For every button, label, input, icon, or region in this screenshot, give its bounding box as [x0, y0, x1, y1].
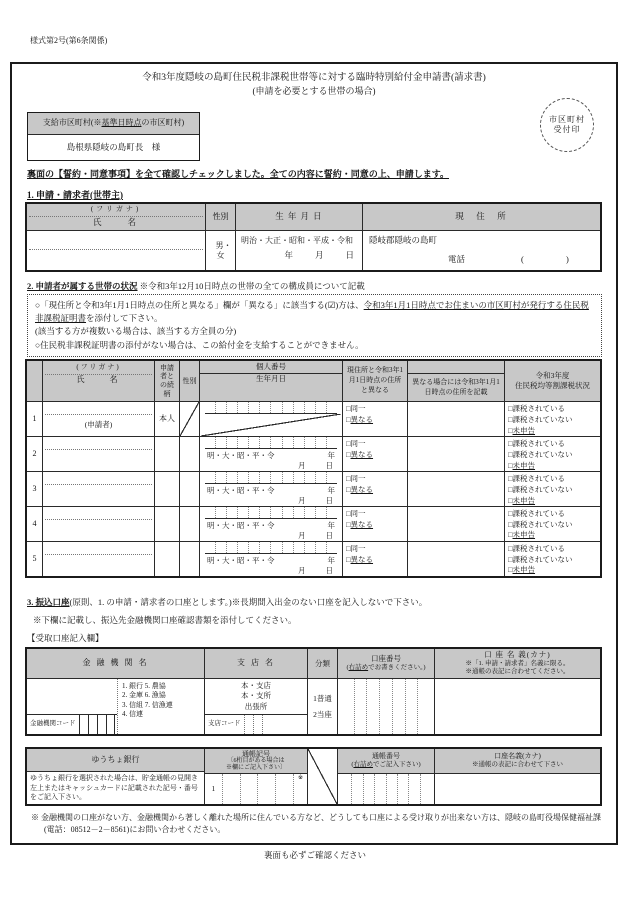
institution-body [27, 679, 204, 734]
section3-heading-line [27, 597, 427, 608]
option-same[interactable]: □同一 [346, 439, 366, 449]
account-number-digits[interactable] [342, 679, 430, 734]
month-day-line[interactable]: 月 日 [298, 565, 333, 575]
member-name-field[interactable] [42, 437, 154, 471]
section1-heading: 1. 申請・請求者(世帯主) [27, 190, 123, 200]
passbook-number-header: 通帳番号 (右詰めでご記入下さい) [338, 749, 434, 774]
relation-header: 申請者との続柄 [154, 361, 179, 401]
name-header-cell [27, 204, 205, 230]
option-noreport[interactable]: □未申告 [508, 425, 536, 435]
name-header: 氏 名 [92, 217, 139, 228]
option-different[interactable]: □異なる [346, 449, 374, 459]
branch-column [204, 649, 307, 734]
option-taxed[interactable]: □課税されている [508, 509, 566, 519]
applicant-table-header [27, 204, 600, 230]
passbook-number-column [337, 749, 434, 804]
institution-left [27, 679, 117, 734]
institution-header: 金 融 機 関 名 [27, 649, 204, 679]
member-name-field[interactable] [42, 472, 154, 506]
address-prefill: 隠岐郡隠岐の島町 [369, 235, 438, 245]
option-same[interactable]: □同一 [346, 509, 366, 519]
option-different[interactable]: □異なる [346, 484, 374, 494]
form-title: 令和3年度隠岐の島町住民税非課税世帯等に対する臨時特別給付金申請書(請求書) [142, 73, 486, 83]
branch-code-boxes[interactable] [244, 715, 271, 734]
member-sex-field[interactable] [179, 542, 199, 576]
month-day-line[interactable]: 月 日 [298, 461, 333, 471]
member-name-header: 氏 名 [76, 375, 121, 384]
option-taxed[interactable]: □課税されている [508, 404, 566, 414]
addr-change-field[interactable] [342, 437, 407, 471]
mynumber-digit-strip[interactable] [205, 437, 337, 449]
section2-heading-line [27, 281, 365, 292]
notice-line-3: ○住民税非課税証明書の添付がない場合は、この給付金を支給することができません。 [35, 339, 364, 350]
member-number: 2 [32, 449, 37, 459]
tel-paren-close: ) [566, 253, 569, 264]
account-box-label: 【受取口座記入欄】 [27, 633, 104, 643]
symbol-number-divider [307, 749, 337, 804]
section2-heading: 2. 申請者が属する世帯の状況 [27, 281, 138, 291]
form-code: 様式第2号(第6条関係) [30, 36, 108, 45]
account-holder-field[interactable] [435, 679, 600, 734]
tel-label: 電話 [448, 253, 466, 264]
option-noreport[interactable]: □未申告 [508, 530, 536, 540]
branch-header: 支 店 名 [205, 649, 307, 679]
branch-code-label: 支店コード [208, 720, 241, 728]
applicant-table [25, 202, 602, 272]
option-untaxed[interactable]: □課税されていない [508, 484, 573, 494]
option-same[interactable]: □同一 [346, 404, 366, 414]
addr-change-field[interactable] [342, 402, 407, 436]
passbook-symbol-column [204, 749, 307, 804]
applicant-address-field[interactable] [362, 231, 600, 270]
section3-note: ※下欄に記載し、振込先金融機関口座確認書類を添付してください。 [33, 615, 297, 625]
mynumber-digit-strip[interactable] [205, 507, 337, 519]
institution-name-field[interactable] [27, 679, 117, 714]
option-untaxed[interactable]: □課税されていない [508, 519, 573, 529]
option-same[interactable]: □同一 [346, 544, 366, 554]
account-type-header: 分類 [308, 649, 337, 679]
branch-name-field[interactable]: 本・支店 本・支所 出張所 [241, 681, 271, 711]
passbook-symbol-header: 通帳記号 〔6桁目がある場合は ※欄にご記入下さい〕 [205, 749, 307, 774]
addr-change-header: 現住所と令和3年1月1日時点の住所と異なる [342, 361, 407, 401]
account-holder-column [434, 649, 600, 734]
member-row-4 [27, 506, 600, 541]
member-relation-field[interactable] [154, 472, 179, 506]
yucho-instruction: ゆうちょ銀行を選択された場合は、貯金通帳の見開き左上またはキャッシュカードに記載された記号・番号をご記入下さい。 [30, 774, 198, 801]
yucho-table [25, 747, 602, 806]
section3-heading-note: (原則、1. の申請・請求者の口座とします。)※長期間入出金のない口座を記入しないで下さい。 [69, 597, 428, 607]
applicant-furigana-line[interactable] [29, 231, 203, 250]
member-sex-field[interactable] [179, 472, 199, 506]
addr-if-diff-header-cell [407, 361, 504, 401]
yucho-holder-field[interactable] [435, 774, 600, 804]
branch-body [205, 679, 307, 734]
address-header: 現 住 所 [362, 204, 600, 230]
tax-status-field[interactable] [504, 542, 600, 576]
passbook-number-digits[interactable] [341, 774, 431, 804]
addr-change-field[interactable] [342, 542, 407, 576]
mynumber-birth-header-cell [199, 361, 342, 401]
member-furigana-line[interactable] [45, 472, 152, 485]
option-untaxed[interactable]: □課税されていない [508, 414, 573, 424]
addr-if-diff-field[interactable] [407, 507, 504, 541]
member-row-2 [27, 436, 600, 471]
institution-code-row [27, 714, 117, 734]
recipient-header-text: 支給市区町村(※基準日時点の市区町村) [42, 118, 185, 128]
attachment-notice-box [27, 294, 602, 357]
tax-status-header: 令和3年度 住民税均等割課税状況 [504, 361, 600, 401]
section2-heading-note: ※令和3年12月10日時点の世帯の全ての構成員について記載 [139, 281, 365, 291]
mynumber-digit-strip[interactable] [205, 542, 337, 554]
option-noreport[interactable]: □未申告 [508, 460, 536, 470]
page-footer: 裏面も必ずご確認ください [263, 850, 366, 860]
member-row-3 [27, 471, 600, 506]
birth-header: 生 年 月 日 [235, 204, 362, 230]
member-name-field[interactable] [42, 542, 154, 576]
sex-header: 性別 [205, 204, 235, 230]
addr-if-diff-field[interactable] [407, 402, 504, 436]
member-name-header-cell [42, 361, 154, 401]
member-number: 1 [32, 414, 37, 424]
month-day-line[interactable]: 月 日 [298, 495, 333, 505]
option-different[interactable]: □異なる [346, 414, 374, 424]
member-id-birth-field[interactable] [199, 472, 342, 506]
member-relation-field[interactable] [154, 542, 179, 576]
account-number-header: 口座番号 (右詰めでお書きください。) [338, 649, 434, 679]
mynumber-digit-strip[interactable] [205, 402, 337, 414]
member-number: 5 [32, 553, 37, 563]
symbol-extra-digit-mark: ※ [293, 774, 307, 804]
tax-status-field[interactable] [504, 402, 600, 436]
member-id-birth-field[interactable] [199, 437, 342, 471]
members-table-header [27, 361, 600, 401]
option-noreport[interactable]: □未申告 [508, 565, 536, 575]
yucho-holder-header: 口座名義(カナ) ※通帳の表記に合わせて下さい [435, 749, 600, 774]
era-year-line[interactable]: 明・大・昭・平・令 年 [207, 451, 335, 461]
birth-ymd-line[interactable]: 年 月 日 [284, 250, 354, 261]
tel-paren-open: ( [521, 253, 524, 264]
furigana-header: (フリガナ) [90, 205, 142, 214]
bank-account-table [25, 647, 602, 736]
recipient-box [27, 112, 200, 161]
yucho-holder-column [434, 749, 600, 804]
member-sex-field [179, 402, 199, 436]
option-taxed[interactable]: □課税されている [508, 544, 566, 554]
member-name-field[interactable] [42, 507, 154, 541]
era-year-line[interactable]: 明・大・昭・平・令 年 [207, 521, 335, 531]
option-same[interactable]: □同一 [346, 474, 366, 484]
member-furigana-line[interactable] [45, 402, 152, 415]
member-number: 3 [32, 484, 37, 493]
addr-if-diff-header: 異なる場合には令和3年1月1日時点の住所を記載 [408, 373, 504, 401]
reception-stamp [540, 98, 594, 152]
section3-heading: 3. 振込口座 [27, 597, 70, 607]
sex-options[interactable]: 男・女 [215, 241, 232, 260]
stamp-line-1: 市区町村 [549, 114, 585, 124]
era-year-line[interactable]: 明・大・昭・平・令 年 [207, 556, 335, 566]
branch-code-row [205, 714, 307, 734]
no-account-footnote: ※ 金融機関の口座がない方、金融機関から著しく離れた場所に住んでいる方など、どうしても口座による受け取りが出来ない方は、隠岐の島町役場保健福祉課(電話：08512－2－8561)にお問い合わせください。 [31, 813, 601, 835]
tax-status-field[interactable] [504, 507, 600, 541]
addr-change-field[interactable] [342, 472, 407, 506]
option-taxed[interactable]: □課税されている [508, 439, 566, 449]
passbook-symbol-digits[interactable] [205, 774, 307, 804]
addr-if-diff-field[interactable] [407, 472, 504, 506]
household-members-table [25, 359, 602, 578]
option-taxed[interactable]: □課税されている [508, 474, 566, 484]
member-row-5 [27, 541, 600, 576]
member-row-1 [27, 401, 600, 436]
applicant-note: (申請者) [84, 420, 113, 430]
member-furigana-line[interactable] [45, 507, 152, 520]
mynumber-digit-strip[interactable] [205, 472, 337, 484]
tax-status-field[interactable] [504, 472, 600, 506]
applicant-row [27, 230, 600, 270]
option-different[interactable]: □異なる [346, 554, 374, 564]
form-subtitle: (申請を必要とする世帯の場合) [252, 86, 376, 96]
member-furigana-header: (フリガナ) [76, 362, 121, 371]
member-relation-field: 本人 [154, 402, 179, 436]
pledge-statement: 裏面の【誓約・同意事項】を全て確認しチェックしました。全ての内容に誓約・同意の上、申請します。 [27, 169, 450, 179]
option-untaxed[interactable]: □課税されていない [508, 554, 573, 564]
institution-code-boxes[interactable] [79, 715, 115, 734]
era-year-line[interactable]: 明・大・昭・平・令 年 [207, 486, 335, 496]
account-holder-header: 口 座 名 義(カナ) ※「1. 申請・請求者」名義に限る。 ※通帳の表記に合わせてください。 [435, 649, 600, 679]
symbol-first-digit: 1 [211, 784, 216, 794]
member-relation-field[interactable] [154, 507, 179, 541]
institution-code-label: 金融機関コード [30, 720, 76, 728]
addr-if-diff-field[interactable] [407, 437, 504, 471]
member-id-birth-field[interactable] [199, 507, 342, 541]
member-id-birth-field[interactable] [199, 542, 342, 576]
member-sex-field[interactable] [179, 437, 199, 471]
member-number: 4 [32, 518, 37, 528]
month-day-line[interactable]: 月 日 [298, 530, 333, 540]
member-furigana-line[interactable] [45, 437, 152, 450]
era-options[interactable]: 明治・大正・昭和・平成・令和 [241, 236, 353, 245]
applicant-name-field[interactable] [27, 231, 205, 270]
recipient-box-header [28, 113, 199, 135]
institution-column [27, 649, 204, 734]
member-id-birth-field[interactable] [199, 402, 342, 436]
addressee: 島根県隠岐の島町長 様 [66, 141, 161, 152]
member-birth-header: 生年月日 [256, 374, 286, 383]
account-type-column [307, 649, 337, 734]
option-different[interactable]: □異なる [346, 519, 374, 529]
addr-change-field[interactable] [342, 507, 407, 541]
birth-struck-out [201, 414, 341, 436]
option-noreport[interactable]: □未申告 [508, 495, 536, 505]
member-furigana-line[interactable] [45, 542, 152, 555]
option-untaxed[interactable]: □課税されていない [508, 449, 573, 459]
applicant-birth-field[interactable] [235, 231, 362, 270]
stamp-line-2: 受付印 [553, 125, 581, 134]
account-type-field[interactable]: 1普通 2当座 [313, 693, 332, 719]
member-relation-field[interactable] [154, 437, 179, 471]
member-name-field[interactable] [42, 402, 154, 436]
yucho-bank-header: ゆうちょ銀行 [27, 749, 204, 772]
yucho-bank-column [27, 749, 204, 804]
addr-if-diff-field[interactable] [407, 542, 504, 576]
applicant-sex-field[interactable] [205, 231, 235, 270]
account-number-column [337, 649, 434, 734]
member-sex-header: 性別 [179, 361, 199, 401]
notice-line-2: (該当する方が複数いる場合は、該当する方全員の分) [35, 326, 237, 337]
member-no-header [27, 361, 42, 401]
tax-status-field[interactable] [504, 437, 600, 471]
institution-type-list: 1. 銀行 5. 農協 2. 金庫 6. 漁協 3. 信組 7. 信漁連 4. 信連 [117, 679, 204, 734]
member-sex-field[interactable] [179, 507, 199, 541]
mynumber-header: 個人番号 [200, 361, 342, 374]
notice-line-1: ○「現住所と令和3年1月1日時点の住所と異なる」欄が「異なる」に該当する(☑)方は、令和3年1月1日時点でお住まいの市区町村が発行する住民税非課税証明書を添付して下さい。 [35, 300, 589, 324]
